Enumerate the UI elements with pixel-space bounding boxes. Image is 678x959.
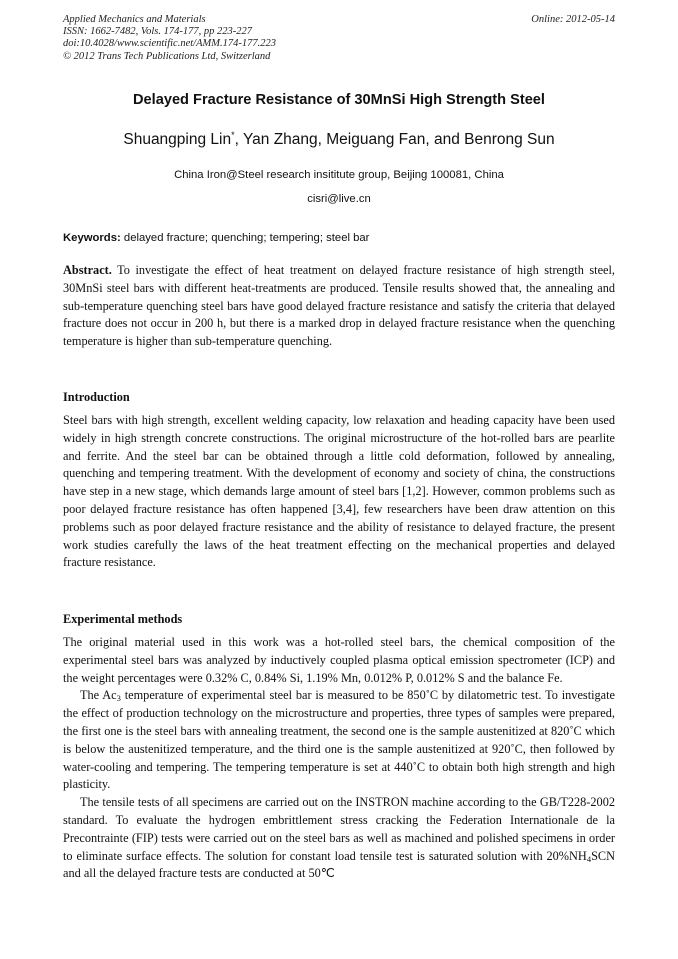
keywords-label: Keywords:	[63, 232, 121, 244]
corresponding-mark: *	[231, 130, 235, 140]
experimental-paragraph-1: The original material used in this work was a hot-rolled steel bars, the chemical composition of the experimental steel bars was analyzed by inductively coupled plasma optical emission spectrometer (ICP) and the weight percentages were 0.32% C, 0.84% Si, 1.19% Mn, 0.012% P, 0.012% S and the balance Fe.	[63, 635, 615, 685]
keywords	[63, 232, 615, 244]
doi-line: doi:10.4028/www.scientific.net/AMM.174-177.223	[63, 38, 276, 50]
p2-subscript: 3	[116, 693, 121, 704]
abstract-text: To investigate the effect of heat treatment on delayed fracture resistance of high strength steel, 30MnSi steel bars with different heat-treatments are produced. Tensile results showed that, the annealing and sub-temperature quenching steel bars have good delayed fracture resistance and satisfy the criteria that delayed fracture does not occur in 200 h, but there is a marked drop in delayed fracture resistance when the quenching temperature is higher than sub-temperature quenching.	[63, 263, 615, 349]
affiliation: China Iron@Steel research insititute group, Beijing 100081, China	[174, 169, 504, 181]
p2-text-start: The Ac	[80, 688, 117, 703]
journal-header	[63, 14, 615, 63]
journal-name: Applied Mechanics and Materials	[63, 14, 206, 25]
first-author: Shuangping Lin	[123, 131, 232, 149]
experimental-paragraph-3	[63, 794, 615, 883]
experimental-heading: Experimental methods	[63, 612, 183, 626]
paper-title: Delayed Fracture Resistance of 30MnSi High Strength Steel	[133, 92, 545, 108]
author-list	[0, 130, 678, 149]
abstract	[63, 262, 615, 351]
introduction-heading: Introduction	[63, 390, 130, 404]
p3-text-start: The tensile tests of all specimens are carried out on the INSTRON machine according to the GB/T228-2002 standard. To evaluate the hydrogen embrittlement stress cracking the Federation Internationale de la Precontrainte (FIP) tests were carried out on the steel bars as well as machined and polished specimens in order to eliminate surface effects. The solution for constant load tensile test is saturated solution with 20%NH	[63, 795, 615, 863]
p2-text-end: temperature of experimental steel bar is measured to be 850˚C by dilatometric test. To investigate the effect of production technology on the microstructure and properties, three types of samples were prepared, the first one is the steel bars with annealing treatment, the second one is the sample austenitized at 820˚C which is below the austenitized temperature, and the third one is the sample austenitized at 920˚C, then followed by water-cooling and tempering. The tempering temperature is set at 440˚C to obtain both high strength and high plasticity.	[63, 688, 616, 792]
author-email: cisri@live.cn	[307, 193, 371, 205]
issn-line: ISSN: 1662-7482, Vols. 174-177, pp 223-227	[63, 26, 252, 38]
abstract-label: Abstract.	[63, 263, 112, 277]
keywords-text: delayed fracture; quenching; tempering; steel bar	[123, 232, 370, 244]
p3-text-end: SCN and all the delayed fracture tests are conducted at 50℃	[63, 848, 615, 881]
introduction-text: Steel bars with high strength, excellent welding capacity, low relaxation and heading capacity have been used widely in high strength concrete constructions. The original microstructure of the hot-rolled bars are pearlite and ferrite. And the steel bar can be obtained through a little cold deformation, followed by annealing, quenching and tempering treatment. With the development of economy and society of china, the constructions have step in a new stage, which demands large amount of steel bars [1,2]. However, common problems such as poor delayed fracture resistance has often happened [3,4], few researchers have been draw attention on this problems such as poor delayed fracture resistance and the ability of resistance to delayed fracture, the present work studies carefully the laws of the heat treatment effecting on the mechanical properties and delayed fracture resistance.	[63, 413, 615, 570]
experimental-paragraph-2	[63, 687, 615, 794]
online-date: Online: 2012-05-14	[531, 14, 615, 25]
p3-subscript: 4	[586, 853, 592, 864]
experimental-text	[63, 634, 615, 883]
other-authors: , Yan Zhang, Meiguang Fan, and Benrong Sun	[234, 131, 555, 149]
copyright-line: © 2012 Trans Tech Publications Ltd, Switzerland	[63, 50, 271, 62]
